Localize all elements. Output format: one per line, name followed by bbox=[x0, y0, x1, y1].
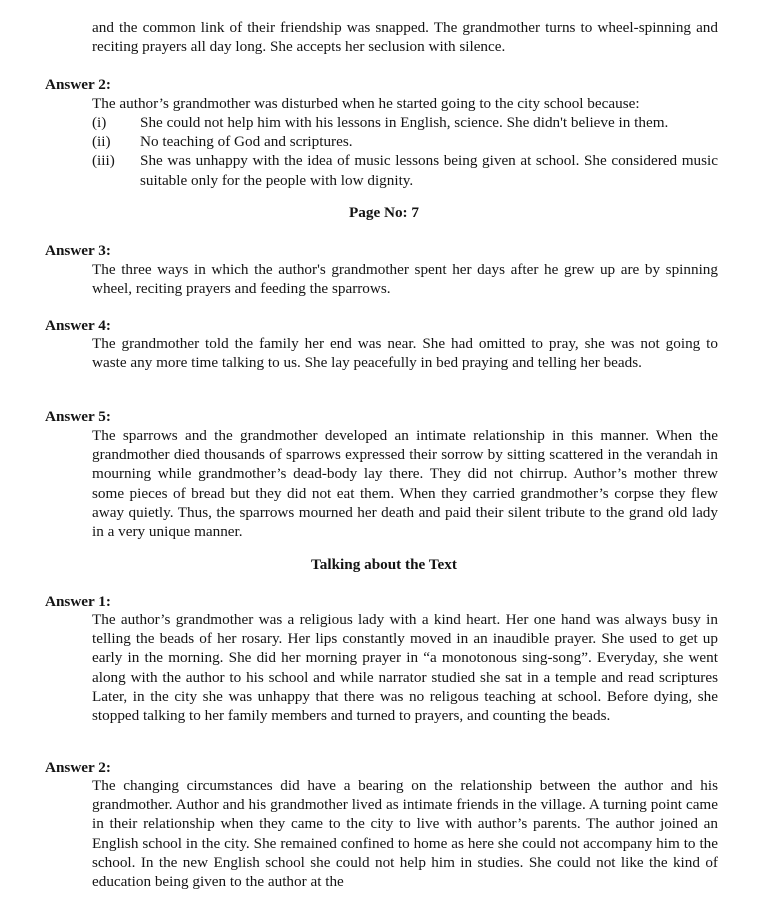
answer-5-heading: Answer 5: bbox=[45, 408, 111, 425]
answer-2-list bbox=[92, 113, 718, 190]
answer-2-heading: Answer 2: bbox=[45, 76, 111, 93]
answer-3-heading: Answer 3: bbox=[45, 242, 111, 259]
page-number: Page No: 7 bbox=[348, 204, 419, 221]
list-item-number: (ii) bbox=[92, 133, 111, 151]
list-item-text: No teaching of God and scriptures. bbox=[140, 133, 353, 151]
list-item-number: (i) bbox=[92, 114, 107, 131]
section-title: Talking about the Text bbox=[311, 556, 457, 573]
list-item bbox=[92, 132, 718, 151]
list-item-text: She was unhappy with the idea of music lessons being given at school. She considered music suitable only for the people with low dignity. bbox=[140, 152, 718, 189]
talking-answer-1-heading: Answer 1: bbox=[45, 593, 111, 610]
list-item bbox=[92, 151, 718, 189]
list-item-text: She could not help him with his lessons in English, science. She didn't believe in them. bbox=[140, 114, 669, 131]
answer-4-heading: Answer 4: bbox=[45, 317, 111, 334]
answer-2-intro: The author’s grandmother was disturbed when he started going to the city school because: bbox=[92, 95, 640, 112]
list-item bbox=[92, 113, 718, 132]
answer-4-text: The grandmother told the family her end was near. She had omitted to pray, she was not going to waste any more time talking to us. She lay peacefully in bed praying and telling her beads. bbox=[92, 335, 718, 372]
talking-answer-2-heading: Answer 2: bbox=[45, 759, 111, 776]
talking-answer-2-text: The changing circumstances did have a bearing on the relationship between the author and his grandmother. Author and his grandmother lived as intimate friends in the village. A turning point came in their relationship when they came to the city to live with author’s parents. The author joined an English school in the city. She remained confined to home as here she could not accompany him to the school. In the new English school she could not help him in studies. She could not like the kind of education being given to the author at the bbox=[92, 777, 718, 891]
intro-paragraph: and the common link of their friendship was snapped. The grandmother turns to wheel-spinning and reciting prayers all day long. She accepts her seclusion with silence. bbox=[92, 19, 718, 56]
answer-5-text: The sparrows and the grandmother developed an intimate relationship in this manner. When the grandmother died thousands of sparrows expressed their sorrow by sitting scattered in the verandah in mourning while grandmother’s dead-body lay there. They did not chirrup. Author’s mother threw some pieces of bread but they did not eat them. When they carried grandmother’s corpse they flew away quietly. Thus, the sparrows mourned her death and paid their silent tribute to the grand old lady in a very unique manner. bbox=[92, 427, 718, 541]
talking-answer-1-text: The author’s grandmother was a religious lady with a kind heart. Her one hand was always busy in telling the beads of her rosary. Her lips constantly moved in an inaudible prayer. She used to get up early in the morning. She did her morning prayer in “a monotonous sing-song”. Everyday, she went along with the author to his school and while narrator studied she sat in a temple and read scriptures Later, in the city she was unhappy that there was no religous teaching at school. Before dying, she stopped talking to her family members and turned to prayers, and counting the beads. bbox=[92, 611, 718, 725]
answer-3-text: The three ways in which the author's grandmother spent her days after he grew up are by spinning wheel, reciting prayers and feeding the sparrows. bbox=[92, 261, 718, 298]
list-item-number: (iii) bbox=[92, 152, 115, 170]
